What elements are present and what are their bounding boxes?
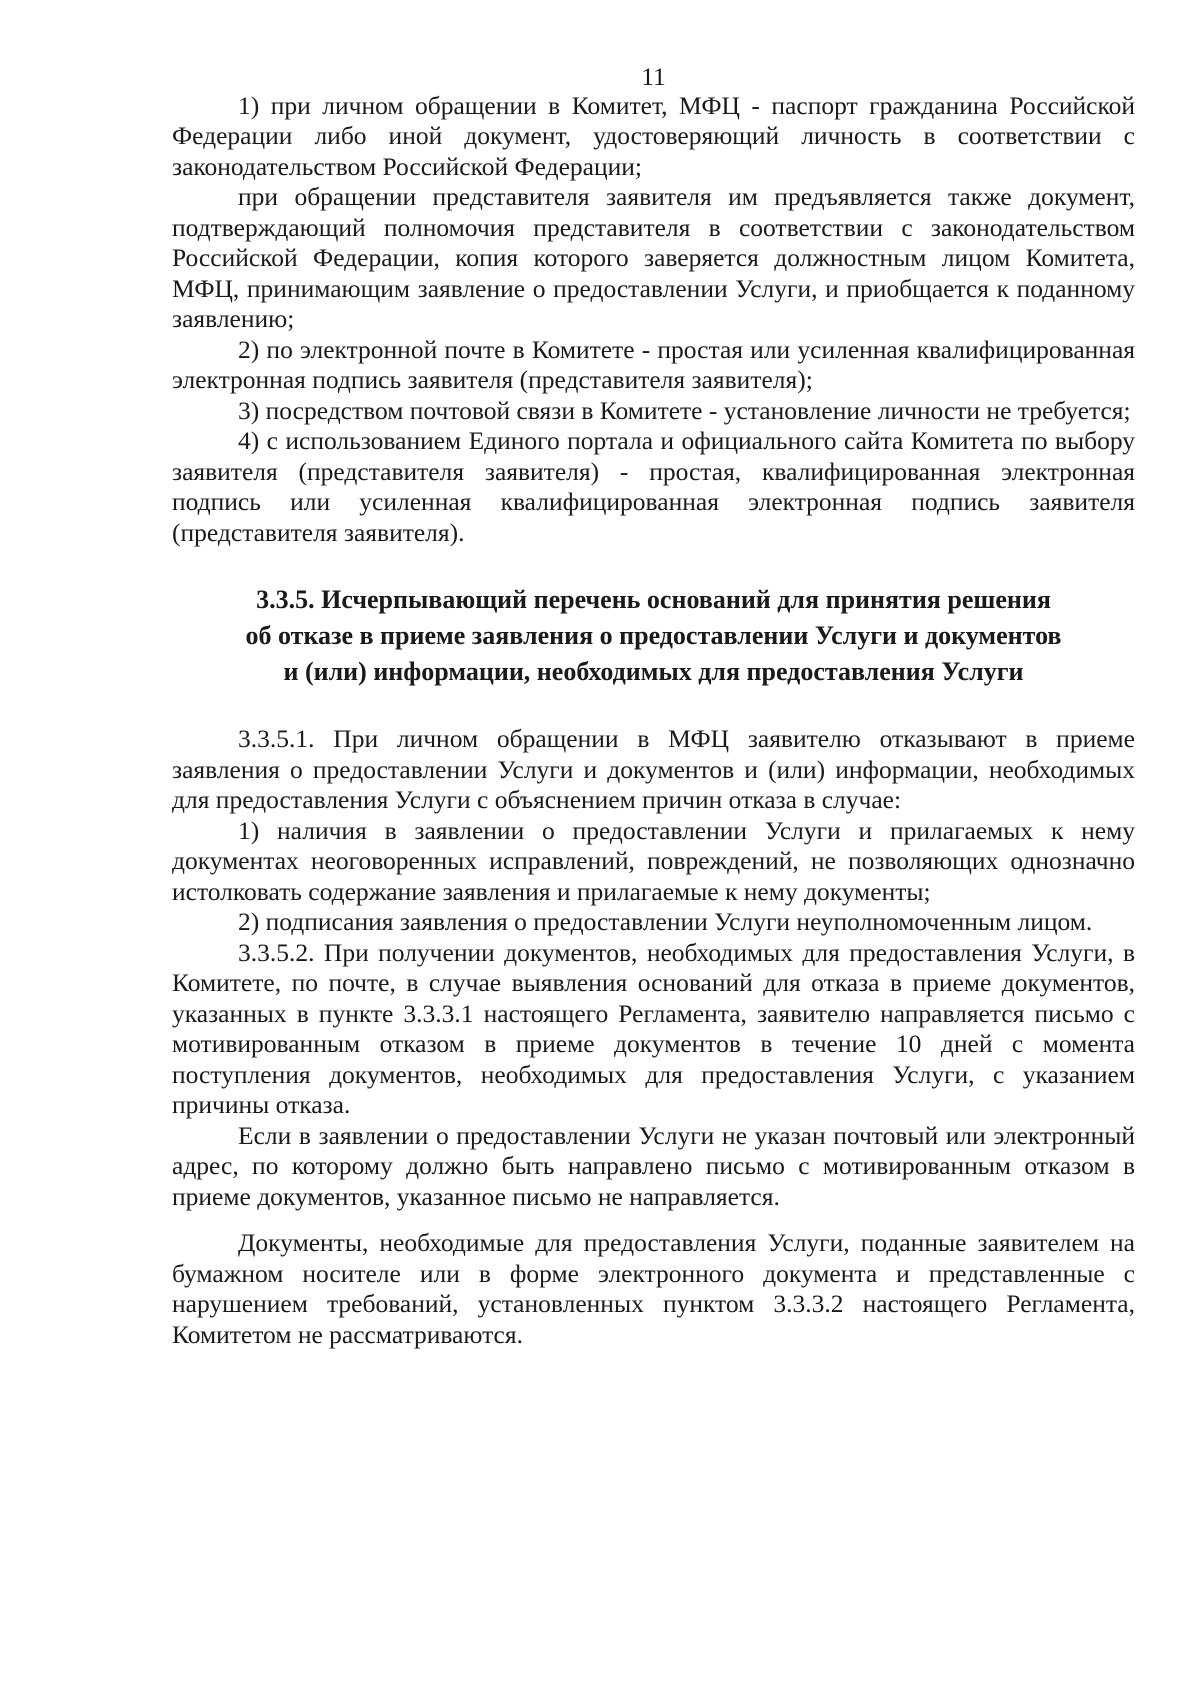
- section-heading-line-1: 3.3.5. Исчерпывающий перечень оснований для принятия решения: [256, 585, 1051, 614]
- paragraph-not-considered: Документы, необходимые для предоставления Услуги, поданные заявителем на бумажном носителе или в форме электронного документа и представленные с нарушением требований, установленных пунктом 3.3.3.2 настоящего Регламента, Комитетом не рассматриваются.: [172, 1228, 1135, 1349]
- paragraph-email: 2) по электронной почте в Комитете - простая или усиленная квалифицированная электронная подпись заявителя (представителя заявителя);: [172, 334, 1135, 394]
- paragraph-personal-appeal: 1) при личном обращении в Комитет, МФЦ - паспорт гражданина Российской Федерации либо иной документ, удостоверяющий личность в соответствии с законодательством Российской Федерации;: [172, 90, 1135, 181]
- paragraph-gap: [172, 1212, 1135, 1228]
- paragraph-portal: 4) с использованием Единого портала и официального сайта Комитета по выбору заявителя (представителя заявителя) - простая, квалифицированная электронная подпись или усиленная квалифицированная электронная подпись заявителя (представителя заявителя).: [172, 426, 1135, 547]
- paragraph-no-address: Если в заявлении о предоставлении Услуги не указан почтовый или электронный адрес, по которому должно быть направлено письмо с мотивированным отказом в приеме документов, указанное письмо не направляется.: [172, 1120, 1135, 1211]
- page-number: 11: [641, 62, 666, 91]
- section-heading-line-2: об отказе в приеме заявления о предоставлении Услуги и документов: [245, 621, 1062, 650]
- paragraph-representative: при обращении представителя заявителя им предъявляется также документ, подтверждающий полномочия представителя в соответствии с законодательством Российской Федерации, копия которого заверяется должностным лицом Комитета, МФЦ, принимающим заявление о предоставлении Услуги, и приобщается к поданному заявлению;: [172, 182, 1135, 333]
- section-heading-line-3: и (или) информации, необходимых для предоставления Услуги: [283, 657, 1024, 686]
- paragraph-3-3-5-2: 3.3.5.2. При получении документов, необходимых для предоставления Услуги, в Комитете, по почте, в случае выявления оснований для отказа в приеме документов, указанных в пункте 3.3.3.1 настоящего Регламента, заявителю направляется письмо с мотивированным отказом в приеме документов в течение 10 дней с момента поступления документов, необходимых для предоставления Услуги, с указанием причины отказа.: [172, 937, 1135, 1119]
- paragraph-refusal-reason-1: 1) наличия в заявлении о предоставлении Услуги и прилагаемых к нему документах неоговоренных исправлений, повреждений, не позволяющих однозначно истолковать содержание заявления и прилагаемые к нему документы;: [172, 815, 1135, 906]
- section-heading: [172, 582, 1135, 690]
- paragraph-3-3-5-1: 3.3.5.1. При личном обращении в МФЦ заявителю отказывают в приеме заявления о предоставлении Услуги и документов и (или) информации, необходимых для предоставления Услуги с объяснением причин отказа в случае:: [172, 724, 1135, 814]
- document-page: [172, 62, 1135, 1350]
- paragraph-refusal-reason-2: 2) подписания заявления о предоставлении Услуги неуполномоченным лицом.: [238, 907, 1093, 936]
- paragraph-postal: 3) посредством почтовой связи в Комитете - установление личности не требуется;: [238, 395, 1131, 425]
